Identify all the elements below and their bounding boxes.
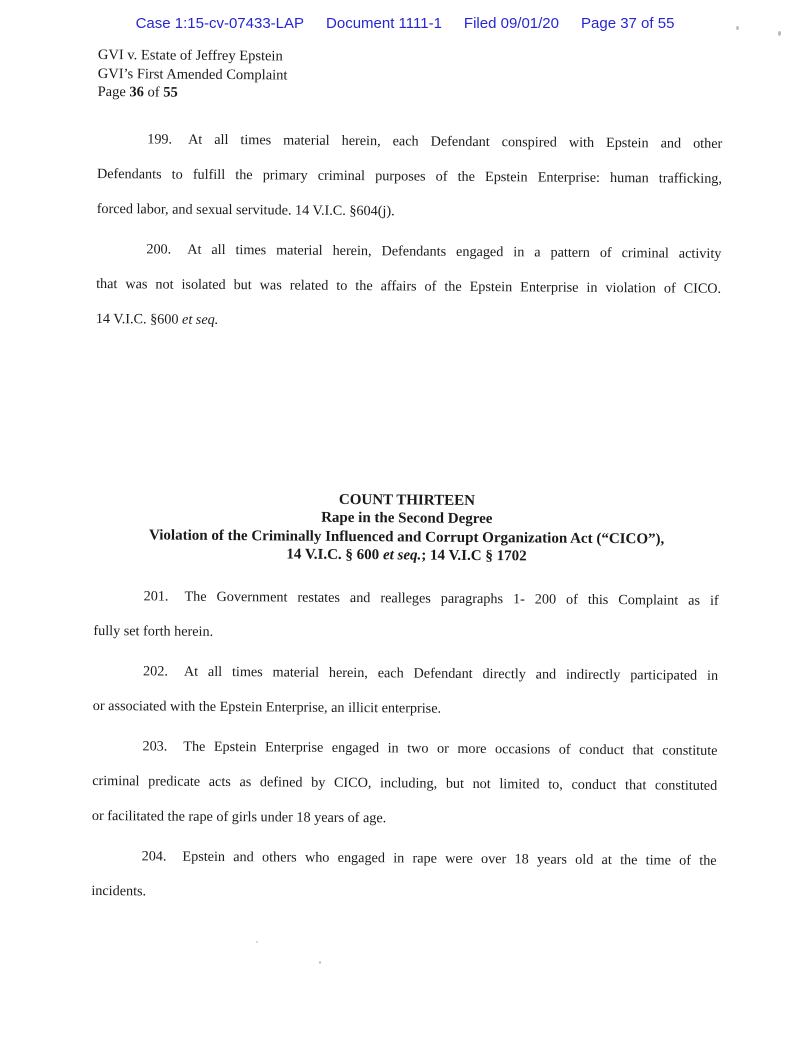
case-caption <box>98 46 723 106</box>
paragraph-199 <box>97 121 723 231</box>
paragraph-number: 200. <box>146 240 172 258</box>
text-line: Defendants to fulfill the primary criminal purposes of the Epstein Enterprise: human trafficking, <box>96 165 723 187</box>
text-line: incidents. <box>91 882 147 899</box>
stamp-case-number: Case 1:15-cv-07433-LAP <box>135 15 305 32</box>
text-line: that was not isolated but was related to the affairs of the Epstein Enterprise in violation of CICO. <box>96 275 722 297</box>
page-label-total: 55 <box>163 84 178 101</box>
paragraph-number: 204. <box>141 847 167 865</box>
paragraph-202 <box>93 653 719 728</box>
caption-page-number <box>98 83 723 106</box>
paragraph-number: 199. <box>147 130 173 148</box>
paragraph-200 <box>96 231 722 341</box>
count-title: COUNT THIRTEEN <box>338 491 476 509</box>
scan-speck <box>736 26 739 30</box>
text-line: criminal predicate acts as defined by CICO, including, but not limited to, conduct that constituted <box>92 772 718 794</box>
text-line <box>94 578 719 618</box>
scan-speck <box>256 941 258 943</box>
citation-post: ; 14 V.I.C § 1702 <box>421 547 527 565</box>
text-line-content: Epstein and others who engaged in rape were over 18 years old at the time of the <box>182 848 717 869</box>
paragraph-number: 202. <box>143 662 168 680</box>
scan-speck <box>778 31 781 36</box>
et-seq-italic: et seq. <box>181 311 219 328</box>
text-line <box>97 121 722 161</box>
stamp-page-number: Page 37 of 55 <box>581 15 675 32</box>
caption-document-title: GVI’s First Amended Complaint <box>97 65 288 83</box>
text-line-content: At all times material herein, Defendants engaged in a pattern of criminal activity <box>187 241 722 262</box>
text-line-content: The Epstein Enterprise engaged in two or more occasions of conduct that constitute <box>183 738 718 759</box>
text-line <box>92 838 717 878</box>
page-label-pre: Page <box>97 83 130 101</box>
text-line-content: The Government restates and realleges paragraphs 1- 200 of this Complaint as if <box>184 588 719 609</box>
text-line <box>93 653 718 693</box>
stamp-filed-date: Filed 09/01/20 <box>463 15 559 32</box>
paragraph-201 <box>93 578 719 653</box>
caption-case-title: GVI v. Estate of Jeffrey Epstein <box>97 46 283 65</box>
scanned-content <box>91 46 723 913</box>
text-line: or associated with the Epstein Enterprise, an illicit enterprise. <box>92 697 442 717</box>
citation-pre: 14 V.I.C. § 600 <box>286 546 384 564</box>
paragraph-204 <box>91 838 717 913</box>
count-statute-line: Violation of the Criminally Influenced and Corrupt Organization Act (“CICO”), <box>148 526 665 547</box>
paragraph-203 <box>92 728 718 838</box>
paragraph-number: 201. <box>143 587 169 605</box>
text-line <box>92 728 717 768</box>
text-line-content: At all times material herein, each Defendant conspired with Epstein and other <box>188 131 723 152</box>
text-line <box>96 231 721 271</box>
court-filing-stamp <box>0 15 810 32</box>
count-thirteen-heading <box>94 488 720 567</box>
page-label-mid: of <box>143 84 164 101</box>
text-line: fully set forth herein. <box>93 622 214 640</box>
et-seq-italic: et seq. <box>382 547 422 564</box>
paragraph-number: 203. <box>142 737 168 755</box>
stamp-document-number: Document 1111-1 <box>326 15 442 32</box>
text-line: or facilitated the rape of girls under 18 years of age. <box>91 807 387 826</box>
text-line-content: At all times material herein, each Defendant directly and indirectly participated in <box>183 663 719 684</box>
page-label-current: 36 <box>129 84 145 101</box>
text-line: forced labor, and sexual servitude. 14 V.I.C. §604(j). <box>96 200 395 219</box>
text-line <box>96 301 721 341</box>
count-charge: Rape in the Second Degree <box>321 509 493 528</box>
scan-speck <box>319 961 321 964</box>
citation-text: 14 V.I.C. §600 <box>95 310 183 328</box>
